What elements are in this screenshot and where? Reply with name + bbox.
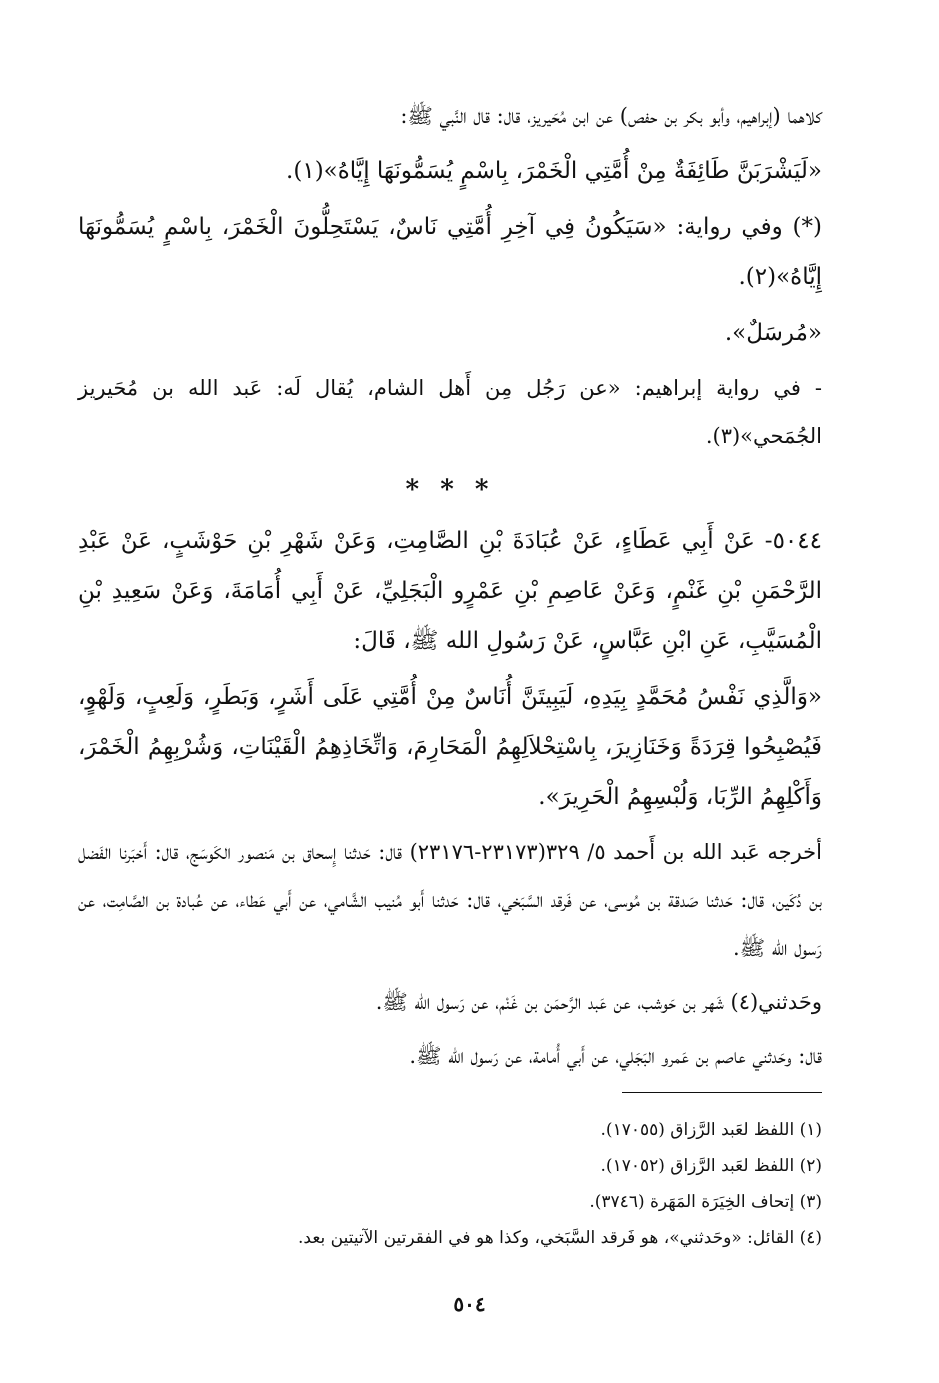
hadith-quote-1: «لَيَشْرَبَنَّ طَائِفَةٌ مِنْ أُمَّتِي الْخَمْرَ، بِاسْمٍ يُسَمُّونَهَا إِيَّاهُ»(١). (286, 158, 822, 184)
main-text (78, 92, 822, 1086)
section-divider: * * * (405, 475, 495, 505)
paragraph-chain-intro: كلاهما (إبراهيم، وأبو بكر بن حفص) عن ابن مُحَيريز، قال: قال النَّبي ﷺ: (400, 104, 822, 128)
footnote-4: (٤) القائل: «وحَدثني»، هو فَرقد السَّبَخي، وكذا هو في الفقرتين الآتيتين بعد. (298, 1228, 822, 1248)
footnote-2: (٢) اللفظ لعَبد الرَّزاق (١٧٠٥٢). (600, 1156, 822, 1176)
footnote-3: (٣) إتحاف الخِيَرَة المَهَرة (٣٧٤٦). (589, 1192, 822, 1212)
riwaya-note: (*) وفي رواية: «سَيَكُونُ فِي آخِرِ أُمَّتِي نَاسٌ، يَسْتَحِلُّونَ الْخَمْرَ، بِاسْمٍ يُسَمُّونَهَا إِيَّاهُ»(٢). (78, 214, 822, 290)
shahr-chain: وحَدثني(٤) شَهر بن حَوشب، عن عَبد الرَّحمَن بن غَنْم، عن رَسول الله ﷺ. (375, 990, 822, 1014)
page-number: ٥٠٤ (453, 1292, 486, 1316)
ibrahim-riwaya: - في رواية إبراهيم: «عن رَجُل مِن أَهل الشام، يُقال لَه: عَبد الله بن مُحَيريز الجُمَحي»(٣). (78, 376, 822, 448)
hadith-5044-isnad: ٥٠٤٤- عَنْ أَبِي عَطَاءٍ، عَنْ عُبَادَةَ بْنِ الصَّامِتِ، وَعَنْ شَهْرِ بْنِ حَوْشَبٍ، عَنْ عَبْدِ الرَّحْمَنِ بْنِ غَنْمٍ، وَعَنْ عَاصِمِ بْنِ عَمْرٍو الْبَجَلِيِّ، عَنْ أَبِي أُمَامَةَ، وَعَنْ سَعِيدِ بْنِ الْمُسَيَّبِ، عَنِ ابْنِ عَبَّاسٍ، عَنْ رَسُولِ الله ﷺ، قَالَ: (78, 528, 822, 654)
hadith-5044-matn: «وَالَّذِي نَفْسُ مُحَمَّدٍ بِيَدِهِ، لَيَبِيتَنَّ أُنَاسٌ مِنْ أُمَّتِي عَلَى أَشَرٍ، وَبَطَرٍ، وَلَعِبٍ، وَلَهْوٍ، فَيُصْبِحُوا قِرَدَةً وَخَنَازِيرَ، بِاسْتِحْلاَلِهِمُ الْمَحَارِمَ، وَاتِّخَاذِهِمُ الْقَيْنَاتِ، وَشُرْبِهِمُ الْخَمْرَ، وَأَكْلِهِمُ الرِّبَا، وَلُبْسِهِمُ الْحَرِيرَ». (78, 684, 822, 810)
mursal-label: «مُرسَلٌ». (724, 320, 822, 346)
takhrij-paragraph: أخرجه عَبد الله بن أَحمد ٥/ ٣٢٩(٢٣١٧٣-٢٣١٧٦) قال: حَدثنا إِسحاق بن مَنصور الكَوسَج، قال: أَخبَرنا الفَضل بن دُكَين، قال: حَدثنا صَدقة بن مُوسى، عن فَرقد السَّبَخي، قال: حَدثنا أَبو مُنيب الشَّامي، عن أَبي عَطاء، عن عُبادة بن الصَّامِت، عن رَسول الله ﷺ. (78, 840, 822, 960)
asim-chain: قال: وحَدثني عاصم بن عَمرو البَجَلي، عن أَبي أُمامة، عن رَسول الله ﷺ. (409, 1044, 822, 1068)
footnotes (200, 1112, 822, 1256)
footnote-separator (622, 1092, 822, 1093)
footnote-1: (١) اللفظ لعَبد الرَّزاق (١٧٠٥٥). (600, 1120, 822, 1140)
